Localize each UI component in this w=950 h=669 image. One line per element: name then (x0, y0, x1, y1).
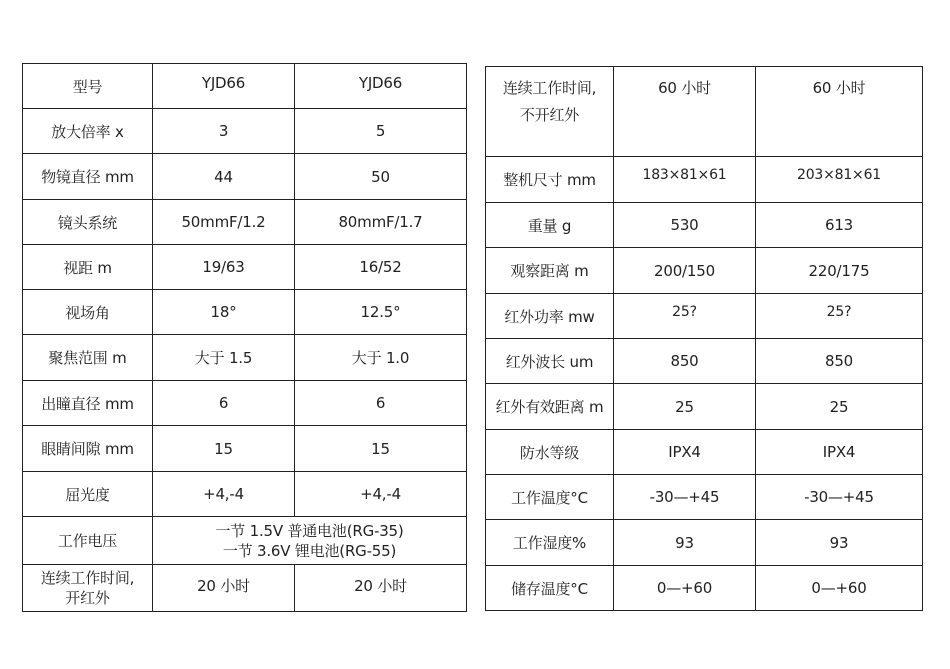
spec-label: 视场角 (23, 290, 153, 335)
spec-label: 镜头系统 (23, 200, 153, 245)
spec-value-col1: -30—+45 (614, 475, 756, 520)
spec-label: 型号 (23, 64, 153, 109)
spec-value-col2: 16/52 (295, 245, 467, 290)
continuous-time-ir-label (23, 565, 153, 612)
voltage-value-line-1: 一节 1.5V 普通电池(RG-35) (215, 521, 404, 540)
spec-label: 红外功率 mw (486, 294, 614, 339)
table-row (23, 565, 467, 612)
spec-value-col2: 6 (295, 381, 467, 426)
table-row (23, 109, 467, 154)
spec-value-col1: 0—+60 (614, 566, 756, 611)
table-row (486, 294, 923, 339)
spec-value-col1: 6 (153, 381, 295, 426)
continuous-time-no-ir-label-line-2: 不开红外 (519, 106, 580, 124)
spec-value-col1: +4,-4 (153, 472, 295, 517)
spec-table-right (485, 66, 923, 611)
spec-label: 聚焦范围 m (23, 335, 153, 381)
spec-value-col2: +4,-4 (295, 472, 467, 517)
spec-value-col1: 183×81×61 (614, 157, 756, 203)
voltage-value (153, 517, 467, 565)
table-row (23, 154, 467, 200)
spec-label: 屈光度 (23, 472, 153, 517)
spec-value-col1: 50mmF/1.2 (153, 200, 295, 245)
spec-value-col2: 0—+60 (756, 566, 923, 611)
spec-label: 放大倍率 x (23, 109, 153, 154)
table-row (23, 64, 467, 109)
spec-value-col2: 15 (295, 426, 467, 472)
table-row (486, 430, 923, 475)
spec-value-col2: 12.5° (295, 290, 467, 335)
spec-value-col1: 25 (614, 384, 756, 430)
spec-label: 重量 g (486, 203, 614, 248)
spec-value-col1: 19/63 (153, 245, 295, 290)
spec-label: 观察距离 m (486, 248, 614, 294)
table-row (23, 290, 467, 335)
spec-value-col1: 20 小时 (153, 565, 295, 612)
table-row (23, 426, 467, 472)
spec-value-col2: 25 (756, 384, 923, 430)
table-row (23, 472, 467, 517)
spec-label: 储存温度°C (486, 566, 614, 611)
table-row (23, 335, 467, 381)
spec-value-col1: 15 (153, 426, 295, 472)
spec-value-col2: 大于 1.0 (295, 335, 467, 381)
spec-value-col2: 50 (295, 154, 467, 200)
voltage-value-line-2: 一节 3.6V 锂电池(RG-55) (222, 541, 397, 560)
spec-value-col2: 20 小时 (295, 565, 467, 612)
spec-label: 工作湿度% (486, 520, 614, 566)
spec-value-col2: 93 (756, 520, 923, 566)
spec-label: 物镜直径 mm (23, 154, 153, 200)
table-row (486, 67, 923, 157)
spec-value-col2: 25? (756, 294, 923, 339)
spec-value-col2: 60 小时 (756, 67, 923, 157)
spec-label: 出瞳直径 mm (23, 381, 153, 426)
spec-value-col2: 220/175 (756, 248, 923, 294)
spec-label: 眼睛间隙 mm (23, 426, 153, 472)
table-row (486, 520, 923, 566)
spec-value-col2: 80mmF/1.7 (295, 200, 467, 245)
table-row (23, 200, 467, 245)
continuous-time-no-ir-label-line-1: 连续工作时间, (502, 79, 597, 97)
table-row (486, 248, 923, 294)
table-row (486, 157, 923, 203)
spec-value-col2: 613 (756, 203, 923, 248)
spec-value-col1: 200/150 (614, 248, 756, 294)
spec-value-col1: 530 (614, 203, 756, 248)
spec-value-col1: 3 (153, 109, 295, 154)
continuous-time-no-ir-label (486, 67, 614, 157)
spec-value-col2: -30—+45 (756, 475, 923, 520)
spec-value-col2: 5 (295, 109, 467, 154)
spec-label: 整机尺寸 mm (486, 157, 614, 203)
spec-value-col1: 44 (153, 154, 295, 200)
spec-value-col2: YJD66 (295, 64, 467, 109)
spec-value-col1: 25? (614, 294, 756, 339)
continuous-time-ir-label-line-1: 连续工作时间, (40, 569, 135, 587)
spec-label: 红外有效距离 m (486, 384, 614, 430)
spec-value-col1: IPX4 (614, 430, 756, 475)
table-row (486, 203, 923, 248)
table-row (23, 381, 467, 426)
spec-label: 红外波长 um (486, 339, 614, 384)
spec-value-col1: 18° (153, 290, 295, 335)
spec-table-left (22, 63, 467, 612)
spec-value-col1: YJD66 (153, 64, 295, 109)
table-row (486, 475, 923, 520)
spec-table-right-body (486, 67, 923, 611)
spec-value-col2: IPX4 (756, 430, 923, 475)
spec-value-col2: 850 (756, 339, 923, 384)
table-row (23, 245, 467, 290)
spec-value-col1: 60 小时 (614, 67, 756, 157)
spec-label: 防水等级 (486, 430, 614, 475)
spec-table-left-body (23, 64, 467, 612)
spec-label: 工作温度°C (486, 475, 614, 520)
table-row (23, 517, 467, 565)
spec-label: 工作电压 (23, 517, 153, 565)
spec-label: 视距 m (23, 245, 153, 290)
continuous-time-ir-label-line-2: 开红外 (65, 589, 110, 607)
spec-value-col1: 850 (614, 339, 756, 384)
table-row (486, 566, 923, 611)
spec-value-col1: 大于 1.5 (153, 335, 295, 381)
table-row (486, 339, 923, 384)
spec-value-col2: 203×81×61 (756, 157, 923, 203)
spec-value-col1: 93 (614, 520, 756, 566)
table-row (486, 384, 923, 430)
